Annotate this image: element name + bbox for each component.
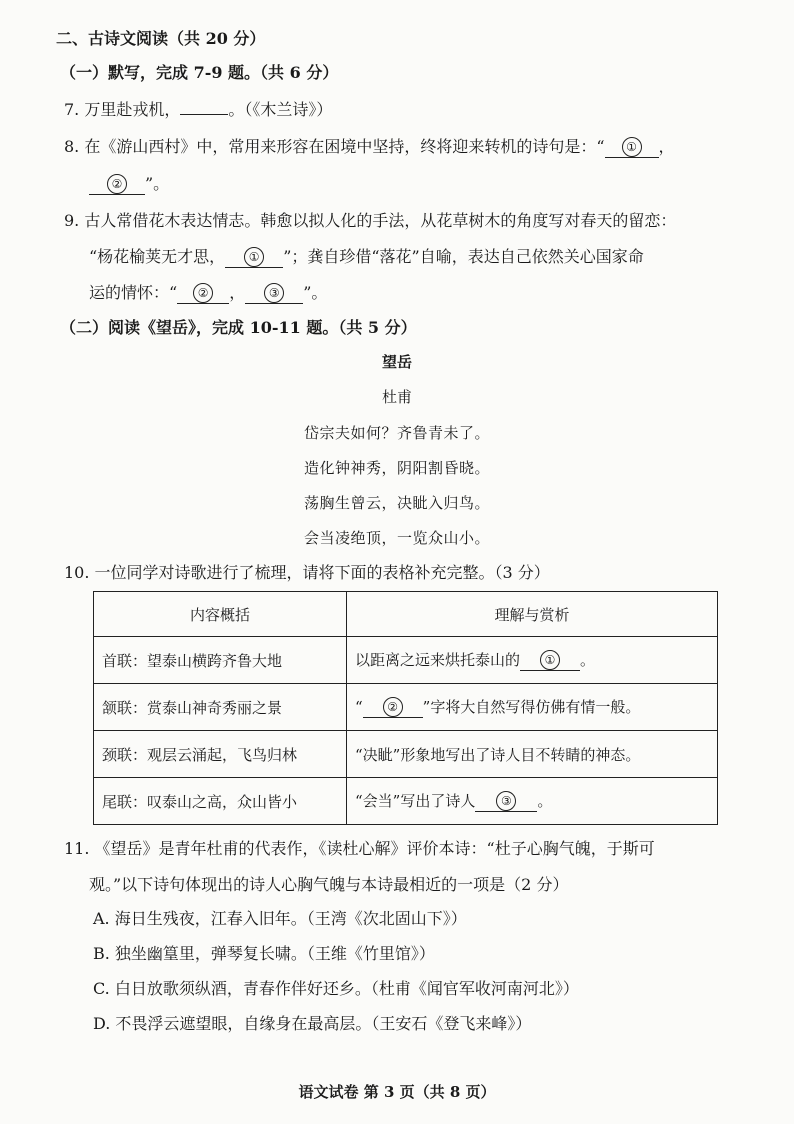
blank-mark: ②	[383, 697, 403, 717]
table-row	[94, 778, 718, 825]
question-8-line2	[89, 173, 169, 195]
option-d: D. 不畏浮云遮望眼，自缘身在最高层。（王安石《登飞来峰》）	[93, 1014, 532, 1033]
q8-comma: ，	[658, 137, 675, 156]
question-10: 10. 一位同学对诗歌进行了梳理，请将下面的表格补充完整。（3 分）	[64, 563, 550, 582]
option-b: B. 独坐幽篁里，弹琴复长啸。（王维《竹里馆》）	[93, 944, 435, 963]
table-header-cell: 内容概括	[94, 592, 347, 637]
table-cell	[347, 778, 718, 825]
table-cell	[347, 637, 718, 684]
q10-blank-3	[475, 791, 537, 812]
blank-mark: ②	[107, 174, 127, 194]
option-c: C. 白日放歌须纵酒，青春作伴好还乡。（杜甫《闻官军收河南河北》）	[93, 979, 579, 998]
cell-text: 。	[580, 651, 596, 669]
q7-text: 7. 万里赴戎机，	[64, 100, 181, 119]
q7-blank	[180, 114, 228, 115]
blank-mark: ①	[244, 247, 264, 267]
cell-text: “	[355, 698, 363, 716]
poem-line-1: 岱宗夫如何？齐鲁青未了。	[303, 424, 490, 442]
q8-text: 8. 在《游山西村》中，常用来形容在困境中坚持，终将迎来转机的诗句是：“	[64, 137, 605, 156]
table-cell	[347, 684, 718, 731]
question-11-line2: 观。”以下诗句体现出的诗人心胸气魄与本诗最相近的一项是（2 分）	[89, 875, 569, 894]
table-cell: 颔联：赏泰山神奇秀丽之景	[94, 684, 347, 731]
q9-blank-3	[245, 283, 303, 304]
table-row	[94, 731, 718, 778]
question-11-line1: 11. 《望岳》是青年杜甫的代表作，《读杜心解》评价本诗：“杜子心胸气魄，于斯可	[64, 839, 655, 858]
table-row	[94, 637, 718, 684]
q9-text: “杨花榆荚无才思，	[89, 247, 226, 266]
page-footer: 语文试卷 第 3 页（共 8 页）	[298, 1083, 496, 1101]
option-a: A. 海日生残夜，江春入旧年。（王湾《次北固山下》）	[93, 909, 467, 928]
blank-mark: ①	[540, 650, 560, 670]
q9-text-3: 运的情怀：“	[89, 283, 178, 302]
poem-line-4: 会当凌绝顶，一览众山小。	[303, 529, 490, 547]
cell-text: ”字将大自然写得仿佛有情一般。	[422, 698, 641, 716]
table-header-cell: 理解与赏析	[347, 592, 718, 637]
poem-line-3: 荡胸生曾云，决眦入归鸟。	[303, 494, 490, 512]
cell-text: 以距离之远来烘托泰山的	[355, 651, 521, 669]
question-9-line3	[89, 282, 327, 304]
blank-mark: ③	[264, 283, 284, 303]
analysis-table	[93, 591, 718, 825]
table-row	[94, 684, 718, 731]
poem-title: 望岳	[381, 353, 412, 371]
table-cell: 尾联：叹泰山之高，众山皆小	[94, 778, 347, 825]
blank-mark: ①	[622, 137, 642, 157]
q9-comma: ，	[229, 283, 246, 302]
q9-blank-1	[225, 247, 283, 268]
q8-blank-1	[605, 137, 659, 158]
section-heading: 二、古诗文阅读（共 20 分）	[56, 29, 266, 48]
q9-text-2: ”；龚自珍借“落花”自喻，表达自己依然关心国家命	[283, 247, 644, 266]
question-8-line1	[64, 136, 675, 158]
q8-close: ”。	[145, 174, 170, 193]
cell-text: 。	[537, 792, 553, 810]
q8-blank-2	[89, 174, 145, 195]
part2-heading: （二）阅读《望岳》，完成 10-11 题。（共 5 分）	[60, 318, 417, 337]
q10-blank-1	[520, 650, 580, 671]
blank-mark: ③	[496, 791, 516, 811]
question-9-line2	[89, 246, 644, 268]
cell-text: “会当”写出了诗人	[355, 792, 476, 810]
q9-close: ”。	[303, 283, 328, 302]
table-cell: 颈联：观层云涌起，飞鸟归林	[94, 731, 347, 778]
q10-blank-2	[363, 697, 423, 718]
question-9-line1: 9. 古人常借花木表达情志。韩愈以拟人化的手法，从花草树木的角度写对春天的留恋：	[64, 211, 677, 230]
poem-line-2: 造化钟神秀，阴阳割昏晓。	[303, 459, 490, 477]
table-header-row	[94, 592, 718, 637]
poem-author: 杜甫	[381, 388, 412, 406]
question-7	[64, 99, 332, 121]
part1-heading: （一）默写，完成 7-9 题。（共 6 分）	[60, 63, 339, 82]
blank-mark: ②	[193, 283, 213, 303]
q7-source: 。（《木兰诗》）	[228, 100, 333, 119]
table-cell: “决眦”形象地写出了诗人目不转睛的神态。	[347, 731, 718, 778]
table-cell: 首联：望泰山横跨齐鲁大地	[94, 637, 347, 684]
q9-blank-2	[177, 283, 229, 304]
